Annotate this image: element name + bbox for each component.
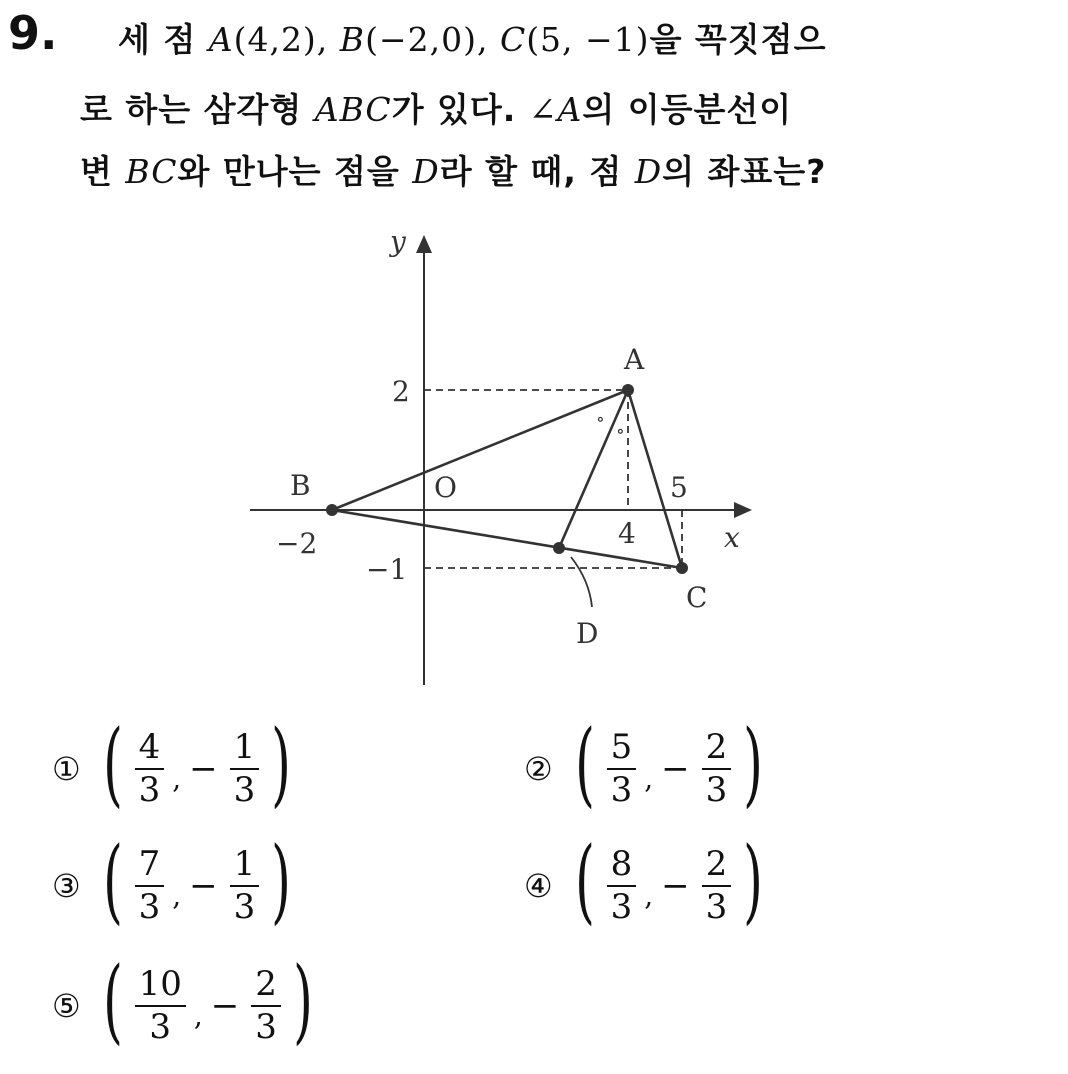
math-expr: ∠: [528, 90, 558, 129]
choice-5[interactable]: [52, 947, 321, 1054]
y-fraction: [702, 843, 732, 927]
left-paren: (: [102, 710, 123, 817]
question-text: 세 점: [118, 20, 209, 59]
denominator: 3: [233, 887, 256, 927]
left-paren: (: [102, 947, 123, 1054]
coordinate-figure: [250, 215, 770, 685]
comma: ,: [193, 998, 203, 1032]
question-line-2: [80, 84, 792, 131]
denominator: 3: [255, 1007, 277, 1047]
x-fraction: [607, 726, 637, 810]
right-paren: ): [743, 710, 764, 817]
question-text: 라 할 때, 점: [439, 152, 635, 191]
numerator: 5: [607, 729, 637, 770]
math-var: C: [499, 20, 527, 59]
angle-mark-2: ∘: [616, 421, 625, 442]
denominator: 3: [138, 887, 161, 927]
question-text: 로 하는 삼각형: [80, 90, 315, 129]
question-text: 와 만나는 점을: [177, 152, 413, 191]
minus-sign: −: [661, 866, 690, 906]
label-d: D: [576, 617, 599, 650]
label-b: B: [290, 469, 311, 502]
point-b: [326, 504, 338, 516]
point-d: [553, 542, 565, 554]
label-a: A: [624, 343, 645, 376]
left-paren: (: [102, 827, 123, 934]
question-text: 을 꼭짓점으: [649, 20, 827, 59]
tick-y-neg1: −1: [366, 553, 408, 586]
numerator: 2: [702, 729, 732, 770]
choice-1[interactable]: [52, 710, 299, 817]
comma: ,: [644, 761, 654, 795]
math-var: B: [339, 20, 366, 59]
left-paren: (: [574, 827, 595, 934]
right-paren: ): [271, 710, 292, 817]
choice-symbol: ⑤: [52, 987, 81, 1025]
choice-symbol: ④: [524, 867, 553, 905]
denominator: 3: [233, 770, 256, 810]
question-text: 변: [80, 152, 126, 191]
y-fraction: [702, 726, 732, 810]
minus-sign: −: [189, 866, 218, 906]
math-var: A: [557, 90, 583, 129]
numerator: 4: [135, 729, 165, 770]
denominator: 3: [610, 770, 633, 810]
angle-mark-1: ∘: [596, 409, 605, 430]
denominator: 3: [610, 887, 633, 927]
x-fraction: [135, 726, 165, 810]
tick-x-neg2: −2: [276, 527, 318, 560]
choice-symbol: ②: [524, 750, 553, 788]
denominator: 3: [705, 887, 728, 927]
math-var: ABC: [314, 90, 392, 129]
x-fraction: [135, 843, 165, 927]
minus-sign: −: [210, 986, 240, 1026]
left-paren: (: [574, 710, 595, 817]
comma: ,: [172, 761, 182, 795]
tick-x-4: 4: [618, 517, 636, 550]
x-fraction: [607, 843, 637, 927]
numerator: 1: [230, 729, 260, 770]
right-paren: ): [743, 827, 764, 934]
math-expr: (−2,0),: [365, 20, 500, 59]
d-leader: [571, 557, 592, 607]
math-expr: (5, −1): [526, 20, 650, 59]
axis-y-label: y: [390, 225, 406, 258]
numerator: 1: [230, 846, 260, 887]
choice-3[interactable]: [52, 827, 299, 934]
comma: ,: [172, 878, 182, 912]
minus-sign: −: [661, 749, 690, 789]
numerator: 7: [135, 846, 165, 887]
numerator: 8: [607, 846, 637, 887]
math-var: BC: [125, 152, 178, 191]
right-paren: ): [271, 827, 292, 934]
y-fraction: [251, 963, 281, 1047]
question-text: 가 있다.: [391, 90, 529, 129]
math-var: D: [412, 152, 440, 191]
y-fraction: [230, 843, 260, 927]
choice-symbol: ①: [52, 750, 81, 788]
denominator: 3: [705, 770, 728, 810]
question-number: 9.: [8, 6, 58, 60]
numerator: 10: [135, 966, 186, 1007]
point-c: [676, 562, 688, 574]
question-line-3: [80, 146, 826, 193]
question-text: 의 이등분선이: [582, 90, 793, 129]
origin-label: O: [434, 471, 457, 504]
numerator: 2: [702, 846, 732, 887]
math-var: A: [208, 20, 234, 59]
denominator: 3: [149, 1007, 172, 1047]
tick-y-2: 2: [392, 375, 410, 408]
x-fraction: [135, 963, 186, 1047]
question-text: 의 좌표는?: [662, 152, 827, 191]
right-paren: ): [292, 947, 313, 1054]
comma: ,: [644, 878, 654, 912]
denominator: 3: [138, 770, 161, 810]
axis-x-label: x: [724, 521, 740, 554]
y-fraction: [230, 726, 260, 810]
choice-2[interactable]: [524, 710, 771, 817]
minus-sign: −: [189, 749, 218, 789]
choice-symbol: ③: [52, 867, 81, 905]
math-expr: (4,2),: [233, 20, 340, 59]
point-a: [622, 384, 634, 396]
question-line-1: [118, 14, 826, 61]
math-var: D: [634, 152, 663, 191]
numerator: 2: [251, 966, 281, 1007]
tick-x-5: 5: [670, 471, 688, 504]
choice-4[interactable]: [524, 827, 771, 934]
label-c: C: [686, 581, 708, 614]
